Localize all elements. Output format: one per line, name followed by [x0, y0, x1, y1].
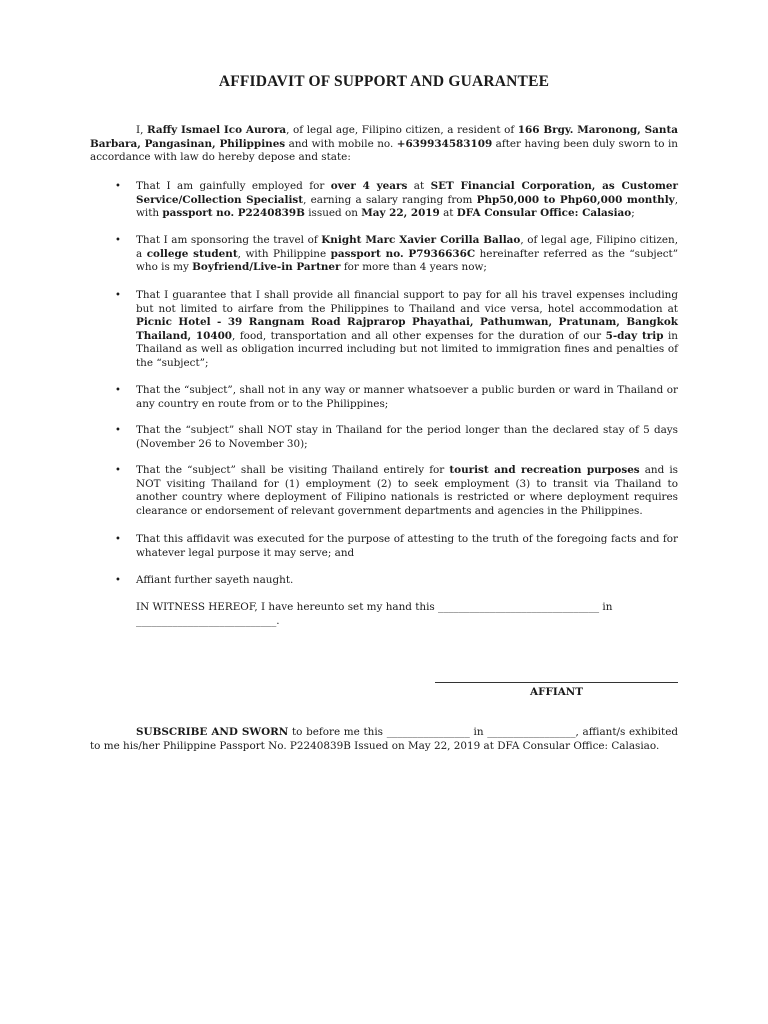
intro-text: , of legal age, Filipino citizen, a resident of — [286, 124, 518, 136]
bullet-icon: • — [115, 181, 121, 192]
list-item-text: Affiant further sayeth naught. — [136, 574, 294, 586]
list-item-text: That I guarantee that I shall provide all financial support to pay for all his travel expenses including but not limited to airfare from the Philippines to Thailand and vice versa, hotel accommodation at Picnic Hotel - 39 Rangnam Road Rajprarop Phayathai, Pathumwan, Pratunam, Bangkok Thailand, 10400, food, transportation and all other expenses for the duration of our 5-day trip in Thailand as well as obligation incurred including but not limited to immigration fines and penalties of the “subject”; — [136, 289, 678, 369]
witness-line-continued: ___________________________. — [136, 615, 280, 627]
affiant-address: 166 Brgy. Maronong, Santa Barbara, Pangasinan, Philippines — [90, 124, 678, 150]
list-item-text: That the “subject” shall NOT stay in Thailand for the period longer than the declared stay of 5 days (November 26 to November 30); — [136, 424, 678, 450]
bullet-icon: • — [115, 575, 121, 586]
bullet-icon: • — [115, 290, 121, 301]
affiant-label: AFFIANT — [530, 686, 583, 698]
intro-text: and with mobile no. — [285, 137, 397, 150]
intro-text: I, — [136, 124, 147, 136]
mobile-number: +639934583109 — [396, 137, 493, 150]
bullet-icon: • — [115, 465, 121, 476]
list-item-text: That I am sponsoring the travel of Knight Marc Xavier Corilla Ballao, of legal age, Filipino citizen, a college student, with Philippine passport no. P7936636C hereinafter referred as the “subject” who is my Boyfriend/Live-in Partner for more than 4 years now; — [136, 234, 679, 273]
intro-paragraph — [90, 124, 678, 165]
affiant-name: Raffy Ismael Ico Aurora — [146, 124, 287, 136]
jurat-text: to before me this ________________ in _________________, affiant/s exhibited to me his/her Philippine Passport No. P2240839B Issued on May 22, 2019 at DFA Consular Office: Calasiao. — [90, 726, 679, 752]
signature-line — [435, 682, 678, 683]
bullet-icon: • — [115, 534, 121, 545]
jurat-paragraph — [90, 726, 678, 753]
list-item-text: That I am gainfully employed for over 4 years at SET Financial Corporation, as Customer Service/Collection Specialist, earning a salary ranging from Php50,000 to Php60,000 monthly, with passport no. P2240839B issued on May 22, 2019 at DFA Consular Office: Calasiao; — [136, 180, 679, 219]
document-title: AFFIDAVIT OF SUPPORT AND GUARANTEE — [218, 73, 550, 90]
bullet-icon: • — [115, 235, 121, 246]
jurat-heading: SUBSCRIBE AND SWORN — [136, 726, 289, 738]
list-item-text: That this affidavit was executed for the purpose of attesting to the truth of the foregoing facts and for whatever legal purpose it may serve; and — [136, 533, 678, 559]
bullet-icon: • — [115, 425, 121, 436]
list-item-text: That the “subject” shall be visiting Thailand entirely for tourist and recreation purposes and is NOT visiting Thailand for (1) employment (2) to seek employment (3) to transit via Thailand to another country where deployment of Filipino nationals is restricted or where deployment requires clearance or endorsement of relevant government departments and agencies in the Philippines. — [136, 464, 678, 517]
list-item-text: That the “subject”, shall not in any way or manner whatsoever a public burden or ward in Thailand or any country en route from or to the Philippines; — [136, 384, 678, 410]
bullet-icon: • — [115, 385, 121, 396]
witness-line: IN WITNESS HEREOF, I have hereunto set my hand this _______________________________ in — [136, 601, 613, 613]
intro-text: after having been duly sworn to in accordance with law do hereby depose and state: — [90, 137, 678, 163]
